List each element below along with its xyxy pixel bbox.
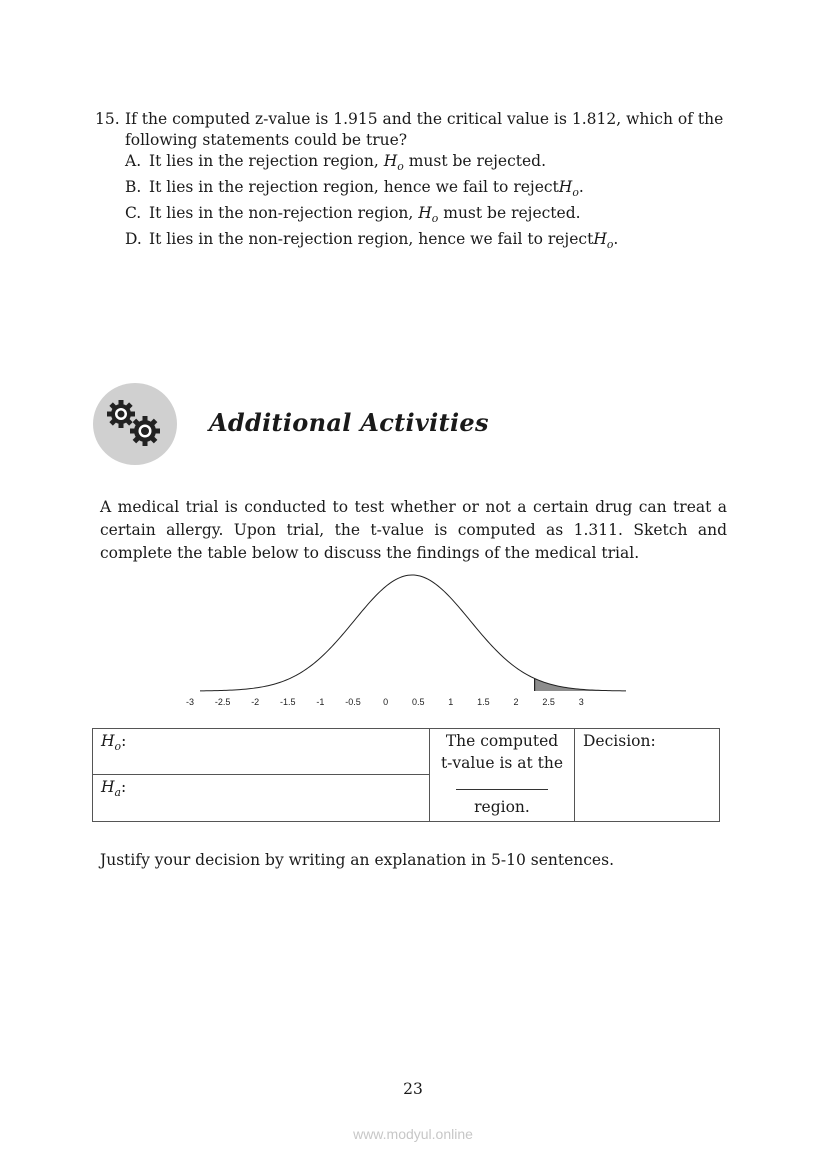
x-tick-label: 2: [513, 697, 519, 707]
x-tick-label: -1: [316, 697, 325, 707]
x-tick-label: 1.5: [477, 697, 490, 707]
question-text: If the computed z-value is 1.915 and the critical value is 1.812, which of the following statements could be true?: [125, 110, 724, 149]
option-a[interactable]: A. It lies in the rejection region, $H_o$ must be rejected.: [125, 152, 547, 174]
x-tick-label: -2.5: [214, 697, 231, 707]
x-tick-label: 0: [383, 697, 389, 707]
normal-curve: [200, 575, 626, 691]
x-tick-label: 0.5: [411, 697, 425, 707]
x-tick-label: -2: [251, 697, 260, 707]
page-number: 23: [403, 1080, 423, 1098]
option-c[interactable]: C. It lies in the non-rejection region, $H_o$ must be rejected.: [125, 204, 581, 226]
question-stem: [95, 109, 735, 151]
region-blank[interactable]: [456, 775, 548, 790]
watermark: www.modyul.online: [353, 1126, 473, 1142]
section-title: Additional Activities: [209, 408, 489, 437]
alternative-hypothesis-cell[interactable]: $H_a$:: [93, 775, 430, 822]
x-tick-label: 1: [448, 697, 454, 707]
x-tick-label: 2.5: [542, 697, 555, 707]
gears-badge: [93, 383, 177, 465]
option-b[interactable]: B. It lies in the rejection region, hence we fail to rejectH$_o$.: [125, 178, 584, 200]
x-tick-label: 3: [578, 697, 584, 707]
t-value-region-cell[interactable]: The computed t-value is at the region.: [430, 729, 575, 822]
findings-table: [92, 728, 720, 822]
decision-cell[interactable]: Decision:: [575, 729, 720, 822]
null-hypothesis-cell[interactable]: $H_o$:: [93, 729, 430, 775]
justify-instruction: Justify your decision by writing an explanation in 5-10 sentences.: [100, 851, 614, 869]
x-tick-label: -1.5: [280, 697, 296, 707]
x-tick-label: -3: [185, 697, 195, 707]
activity-intro: A medical trial is conducted to test whether or not a certain drug can treat a certain allergy. Upon trial, the t-value is computed as 1.311. Sketch and complete the table below to discuss the findings of the medical trial.: [100, 498, 727, 562]
question-number: 15.: [95, 110, 120, 128]
x-tick-label: -0.5: [345, 697, 361, 707]
gears-icon: [93, 383, 177, 465]
option-d[interactable]: D. It lies in the non-rejection region, hence we fail to rejectH$_o$.: [125, 230, 619, 252]
normal-curve-chart: [180, 570, 640, 715]
question-15: [95, 109, 735, 255]
